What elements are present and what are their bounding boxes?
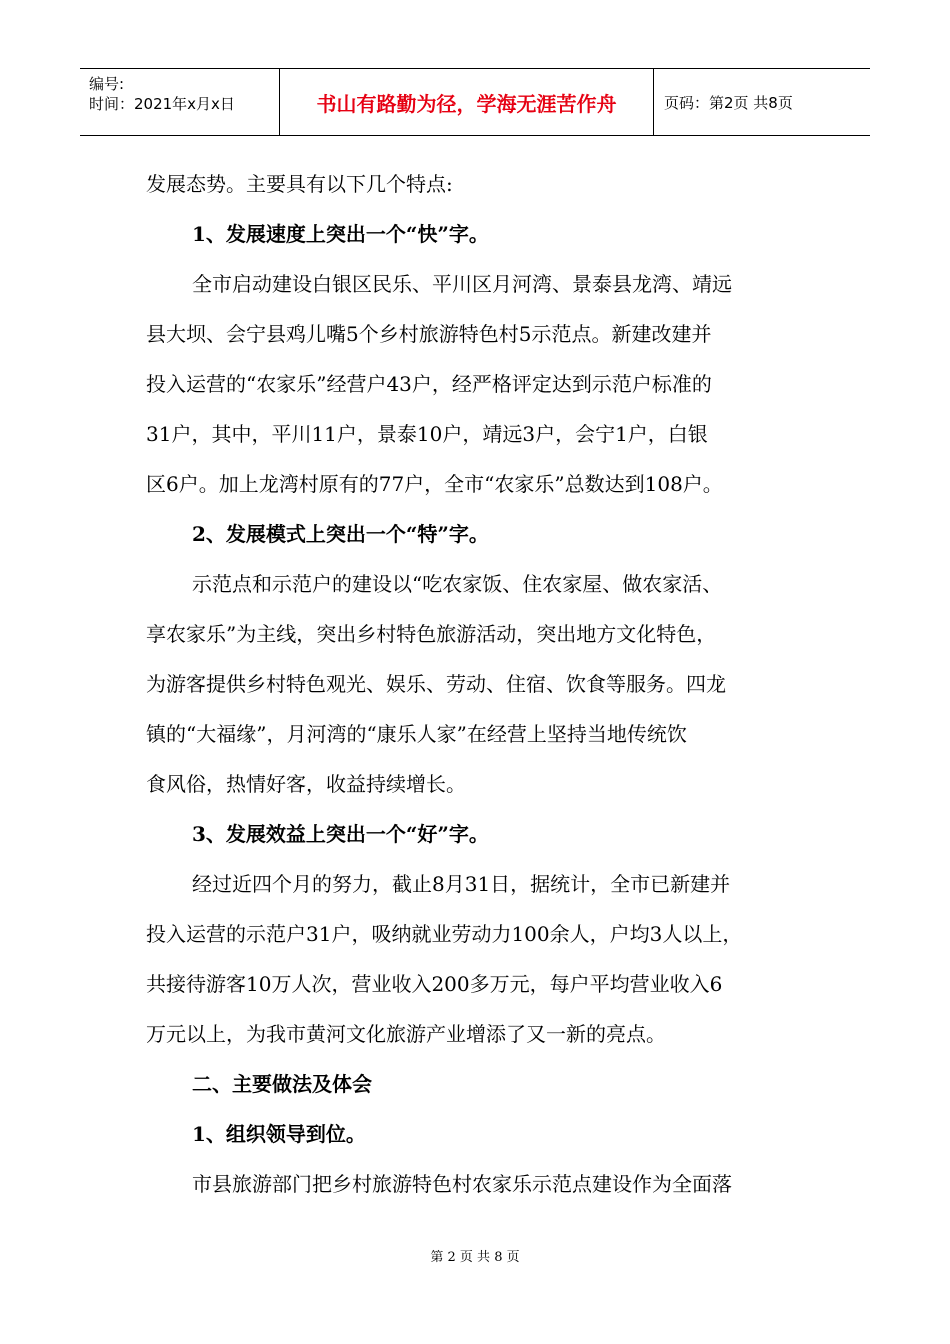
body-line: 经过近四个月的努力，截止8月31日，据统计，全市已新建并 — [192, 872, 731, 896]
header-motto: 书山有路勤为径，学海无涯苦作舟 — [280, 69, 654, 135]
header-page-info: 页码：第2页 共8页 — [664, 93, 793, 112]
body-line: 全市启动建设白银区民乐、平川区月河湾、景泰县龙湾、靖远 — [192, 272, 732, 296]
section-heading: 1、发展速度上突出一个“快”字。 — [192, 222, 489, 246]
section-heading: 3、发展效益上突出一个“好”字。 — [192, 822, 489, 846]
body-line: 万元以上，为我市黄河文化旅游产业增添了又一新的亮点。 — [146, 1022, 666, 1046]
body-line: 食风俗，热情好客，收益持续增长。 — [146, 772, 466, 796]
page-footer: 第 2 页 共 8 页 — [430, 1250, 520, 1265]
body-line: 享农家乐”为主线，突出乡村特色旅游活动，突出地方文化特色， — [146, 622, 717, 646]
header-number-label: 编号: — [89, 75, 125, 93]
body-line: 区6户。加上龙湾村原有的77户，全市“农家乐”总数达到108户。 — [146, 472, 723, 496]
body-line: 发展态势。主要具有以下几个特点: — [146, 172, 453, 196]
header-time-label: 时间：2021年x月x日 — [89, 95, 235, 113]
body-line: 镇的“大福缘”，月河湾的“康乐人家”在经营上坚持当地传统饮 — [146, 722, 687, 746]
section-heading: 二、主要做法及体会 — [192, 1072, 372, 1096]
body-line: 为游客提供乡村特色观光、娱乐、劳动、住宿、饮食等服务。四龙 — [146, 672, 726, 696]
body-line: 县大坝、会宁县鸡儿嘴5个乡村旅游特色村5示范点。新建改建并 — [146, 322, 712, 346]
body-line: 市县旅游部门把乡村旅游特色村农家乐示范点建设作为全面落 — [192, 1172, 732, 1196]
body-line: 共接待游客10万人次，营业收入200多万元，每户平均营业收入6 — [146, 972, 723, 996]
section-heading: 2、发展模式上突出一个“特”字。 — [192, 522, 489, 546]
body-line: 投入运营的“农家乐”经营户43户，经严格评定达到示范户标准的 — [146, 372, 712, 396]
page-header — [80, 68, 870, 136]
section-heading: 1、组织领导到位。 — [192, 1122, 366, 1146]
body-line: 投入运营的示范户31户，吸纳就业劳动力100余人，户均3人以上， — [146, 922, 743, 946]
body-line: 示范点和示范户的建设以“吃农家饭、住农家屋、做农家活、 — [192, 572, 723, 596]
header-meta — [80, 69, 280, 135]
body-line: 31户，其中，平川11户，景泰10户，靖远3户，会宁1户，白银 — [146, 422, 708, 446]
